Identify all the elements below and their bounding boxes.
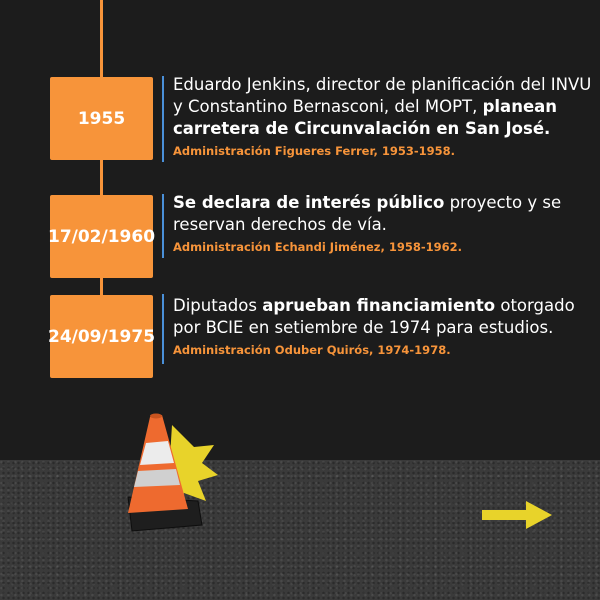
entry-text-part: proyecto y se reservan derechos de vía.	[173, 193, 562, 234]
date-box-1975	[47, 295, 156, 378]
entry-text-highlight: Se declara de interés público	[173, 193, 445, 212]
entry-administration: Administración Echandi Jiménez, 1958-1962.	[173, 240, 463, 254]
entry-divider	[162, 294, 164, 364]
asphalt-road	[0, 460, 600, 600]
entry-text-highlight: planean carretera de Circunvalación en San José.	[173, 97, 558, 138]
entry-text-part: Eduardo Jenkins, director de planificación del INVU y Constantino Bernasconi, del MOPT,	[173, 75, 592, 116]
entry-divider	[162, 194, 164, 258]
entry-text-part: Diputados	[173, 296, 263, 315]
cone-tip	[150, 414, 162, 419]
entry-administration: Administración Figueres Ferrer, 1953-1958.	[173, 144, 455, 158]
entry-administration: Administración Oduber Quirós, 1974-1978.	[173, 343, 451, 357]
cone-stripe	[134, 469, 180, 487]
date-label: 1955	[77, 108, 126, 129]
date-box-1955	[50, 77, 153, 160]
date-label: 17/02/1960	[47, 226, 156, 247]
traffic-cone-icon	[110, 405, 225, 540]
entry-text-highlight: aprueban financiamiento	[262, 296, 496, 315]
date-box-1960	[47, 195, 156, 278]
timeline-entry-1	[173, 74, 593, 158]
arrow-right-icon[interactable]	[482, 500, 554, 530]
entry-text	[173, 295, 593, 339]
timeline-entry-2	[173, 192, 593, 254]
date-label: 24/09/1975	[47, 326, 156, 347]
entry-text-part: otorgado por BCIE en setiembre de 1974 para estudios.	[173, 296, 575, 337]
entry-divider	[162, 76, 164, 162]
entry-text	[173, 74, 593, 140]
entry-text	[173, 192, 593, 236]
timeline-entry-3	[173, 295, 593, 357]
